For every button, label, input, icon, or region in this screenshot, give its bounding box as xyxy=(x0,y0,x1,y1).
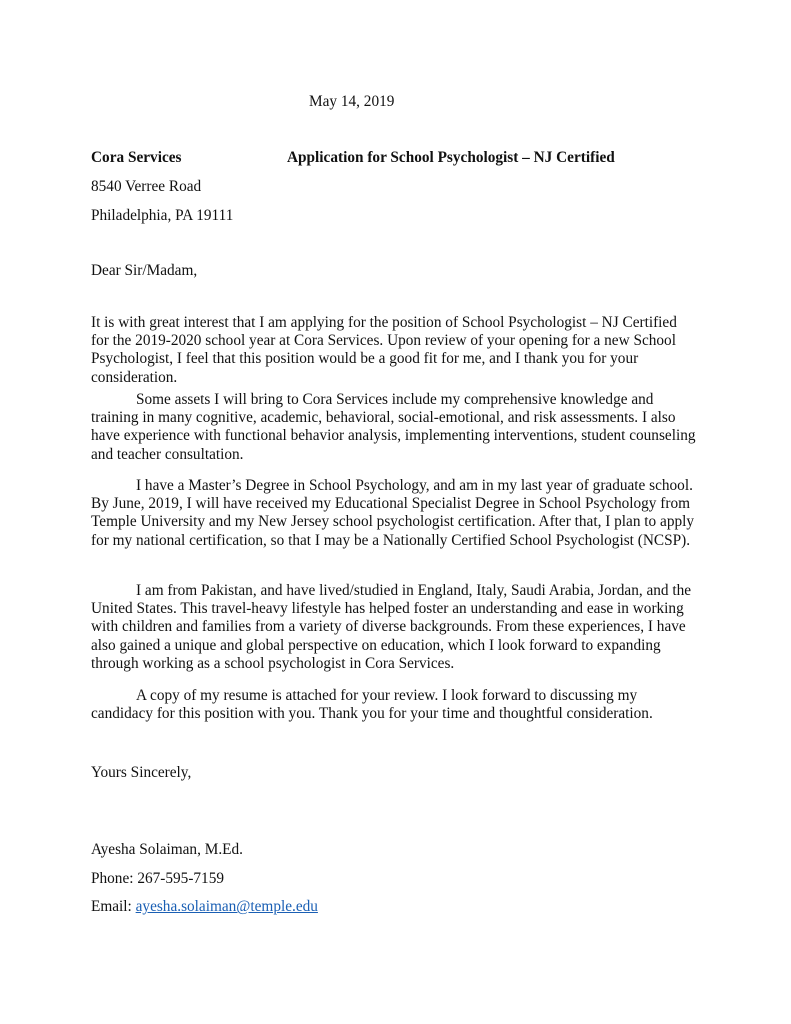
signature-name: Ayesha Solaiman, M.Ed. xyxy=(91,841,243,858)
paragraph-text: A copy of my resume is attached for your review. I look forward to discussing my candidacy for this position with you. Thank you for your time and thoughtful consideration. xyxy=(91,687,653,723)
recipient-address-line1: 8540 Verree Road xyxy=(91,178,202,195)
body-paragraph-3 xyxy=(91,477,697,550)
email-label: Email: xyxy=(91,898,132,915)
paragraph-text: I am from Pakistan, and have lived/studied in England, Italy, Saudi Arabia, Jordan, and the United States. This travel-heavy lifestyle has helped foster an understanding and ease in working with children and families from a variety of diverse backgrounds. From these experiences, I have also gained a unique and global perspective on education, which I look forward to expanding through working as a school psychologist in Cora Services. xyxy=(91,582,692,672)
signature-email xyxy=(91,898,318,916)
body-paragraph-4 xyxy=(91,582,697,673)
salutation: Dear Sir/Madam, xyxy=(91,262,198,279)
recipient-address-line2: Philadelphia, PA 19111 xyxy=(91,207,234,224)
recipient-name: Cora Services xyxy=(91,149,182,166)
signature-phone xyxy=(91,870,224,888)
paragraph-text: I have a Master’s Degree in School Psychology, and am in my last year of graduate school. By June, 2019, I will have received my Educational Specialist Degree in School Psychology from Temple University and my New Jersey school psychologist certification. After that, I plan to apply for my national certification, so that I may be a Nationally Certified School Psychologist (NCSP). xyxy=(91,477,695,549)
phone-label: Phone: xyxy=(91,870,134,887)
phone-number: 267-595-7159 xyxy=(137,870,225,887)
paragraph-text: It is with great interest that I am applying for the position of School Psychologist – NJ Certified for the 2019-2020 school year at Cora Services. Upon review of your opening for a new School Psychologist, I feel that this position would be a good fit for me, and I thank you for your consideration. xyxy=(91,314,677,386)
body-paragraph-2 xyxy=(91,391,697,464)
letter-date: May 14, 2019 xyxy=(309,93,395,110)
letter-subject: Application for School Psychologist – NJ Certified xyxy=(287,149,615,166)
closing: Yours Sincerely, xyxy=(91,764,192,781)
body-paragraph-5 xyxy=(91,687,697,723)
body-paragraph-1 xyxy=(91,314,697,387)
paragraph-text: Some assets I will bring to Cora Services include my comprehensive knowledge and training in many cognitive, academic, behavioral, social-emotional, and risk assessments. I also have experience with functional behavior analysis, implementing interventions, student counseling and teacher consultation. xyxy=(91,391,696,463)
email-link[interactable]: ayesha.solaiman@temple.edu xyxy=(135,898,318,915)
